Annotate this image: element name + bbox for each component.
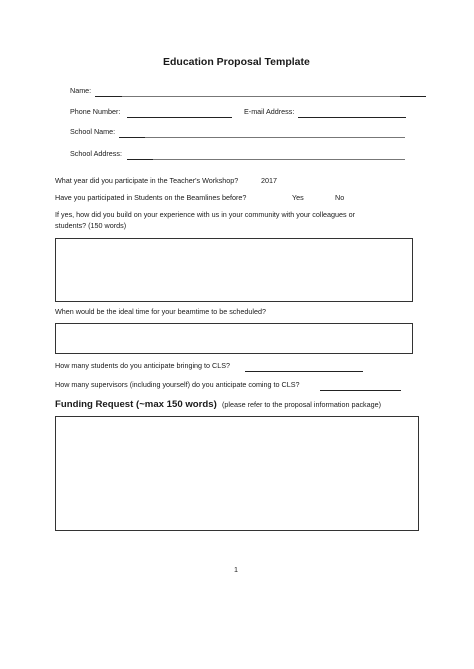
num-supervisors-question: How many supervisors (including yourself) do you anticipate coming to CLS?	[55, 380, 300, 389]
email-label: E-mail Address:	[244, 107, 295, 116]
funding-request-note: (please refer to the proposal information package)	[222, 400, 382, 409]
no-option[interactable]: No	[335, 193, 345, 202]
num-students-field[interactable]	[245, 371, 363, 372]
beamtime-answer-box[interactable]	[55, 323, 413, 354]
num-supervisors-field[interactable]	[320, 390, 401, 391]
funding-answer-box[interactable]	[55, 416, 419, 531]
page-title: Education Proposal Template	[163, 56, 310, 68]
name-field-underline-short	[95, 96, 122, 97]
school-address-underline-short	[127, 159, 153, 160]
name-field[interactable]	[122, 96, 400, 97]
school-address-label: School Address:	[70, 149, 122, 158]
build-on-question-line1: If yes, how did you build on your experience with us in your community with your colleagues or	[55, 210, 356, 219]
email-field[interactable]	[298, 117, 406, 118]
beamtime-question: When would be the ideal time for your beamtime to be scheduled?	[55, 307, 266, 316]
workshop-year-value[interactable]: 2017	[261, 176, 277, 185]
yes-option[interactable]: Yes	[292, 193, 304, 202]
phone-field[interactable]	[127, 117, 232, 118]
phone-label: Phone Number:	[70, 107, 121, 116]
funding-request-heading: Funding Request (~max 150 words)	[55, 399, 217, 410]
beamlines-question: Have you participated in Students on the Beamlines before?	[55, 193, 247, 202]
school-name-field[interactable]	[145, 137, 405, 138]
school-name-underline-short	[119, 137, 145, 138]
num-students-question: How many students do you anticipate bringing to CLS?	[55, 361, 230, 370]
workshop-year-question: What year did you participate in the Teacher's Workshop?	[55, 176, 239, 185]
school-name-label: School Name:	[70, 127, 116, 136]
name-field-underline-end	[400, 96, 426, 97]
page-number: 1	[234, 565, 238, 574]
build-on-question-line2: students? (150 words)	[55, 221, 127, 230]
school-address-field[interactable]	[153, 159, 405, 160]
experience-answer-box[interactable]	[55, 238, 413, 302]
name-label: Name:	[70, 86, 92, 95]
